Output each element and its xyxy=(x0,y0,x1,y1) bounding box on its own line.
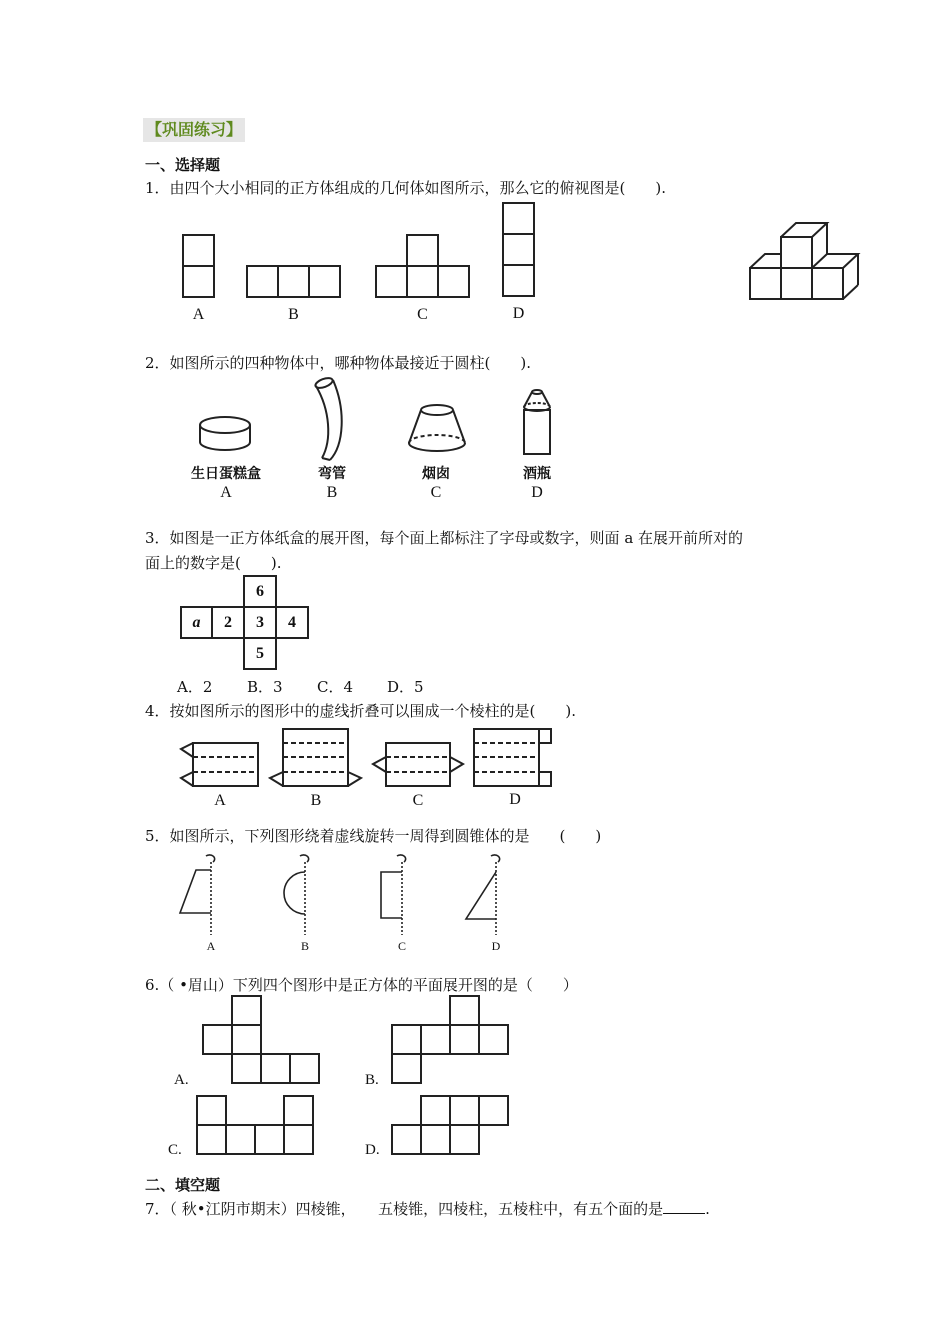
question-7-text: 7．（ 秋•江阴市期末）四棱锥， 五棱锥，四棱柱，五棱柱中，有五个面的是 xyxy=(145,1200,664,1218)
object-letter-b: B xyxy=(326,484,338,501)
option-label-c: C xyxy=(417,306,428,323)
question-7 xyxy=(145,1199,710,1219)
option-label-d: D xyxy=(512,305,525,322)
answer-blank[interactable] xyxy=(663,1199,705,1214)
section-title-multiple-choice: 一、选择题 xyxy=(145,156,221,174)
net-cell-3: 3 xyxy=(243,606,277,639)
question-3-text-line2: 面上的数字是( ). xyxy=(145,554,282,572)
option-label-d: D. xyxy=(365,1142,380,1158)
object-name-a: 生日蛋糕盒 xyxy=(191,466,261,482)
practice-heading: 【巩固练习】 xyxy=(143,118,245,142)
question-6-text: 6.（ •眉山）下列四个图形中是正方体的平面展开图的是（ ） xyxy=(145,976,578,994)
question-4-text: 4．按如图所示的图形中的虚线折叠可以围成一个棱柱的是( ). xyxy=(145,702,577,720)
net-cell-bottom: 5 xyxy=(243,637,277,670)
object-name-b: 弯管 xyxy=(318,466,346,482)
option-label-b: B xyxy=(310,792,322,809)
choice-c: C．4 xyxy=(317,678,354,696)
net-cell-2: 2 xyxy=(211,606,245,639)
object-letter-c: C xyxy=(430,484,442,501)
question-1-text: 1．由四个大小相同的正方体组成的几何体如图所示，那么它的俯视图是( ). xyxy=(145,179,667,197)
object-name-d: 酒瓶 xyxy=(523,466,551,482)
object-letter-a: A xyxy=(220,484,232,501)
net-cell-a: a xyxy=(180,606,213,639)
question-5-text: 5．如图所示，下列图形绕着虚线旋转一周得到圆锥体的是 ( ) xyxy=(145,827,602,845)
question-7-period: . xyxy=(705,1200,710,1218)
option-label-c: C. xyxy=(168,1142,182,1158)
section-title-fill-in-blank: 二、填空题 xyxy=(145,1176,221,1194)
option-label-d: D xyxy=(491,939,501,953)
option-label-d: D xyxy=(509,791,521,808)
option-label-b: B xyxy=(300,939,309,953)
question-2-text: 2．如图所示的四种物体中，哪种物体最接近于圆柱( ). xyxy=(145,354,532,372)
option-label-a: A xyxy=(206,939,216,953)
net-cell-top: 6 xyxy=(243,575,277,608)
object-letter-d: D xyxy=(531,484,543,501)
object-name-c: 烟囱 xyxy=(422,466,450,482)
option-label-b: B. xyxy=(365,1072,379,1088)
option-label-c: C xyxy=(412,792,424,809)
option-label-a: A xyxy=(192,306,205,323)
option-label-a: A. xyxy=(174,1072,189,1088)
choice-b: B．3 xyxy=(247,678,283,696)
option-label-b: B xyxy=(288,306,299,323)
choice-d: D．5 xyxy=(387,678,424,696)
choice-a: A．2 xyxy=(177,678,213,696)
net-cell-4: 4 xyxy=(275,606,309,639)
option-label-a: A xyxy=(214,792,226,809)
question-3-text-line1: 3．如图是一正方体纸盒的展开图，每个面上都标注了字母或数字，则面 a 在展开前所对的 xyxy=(145,529,744,547)
option-label-c: C xyxy=(397,939,406,953)
